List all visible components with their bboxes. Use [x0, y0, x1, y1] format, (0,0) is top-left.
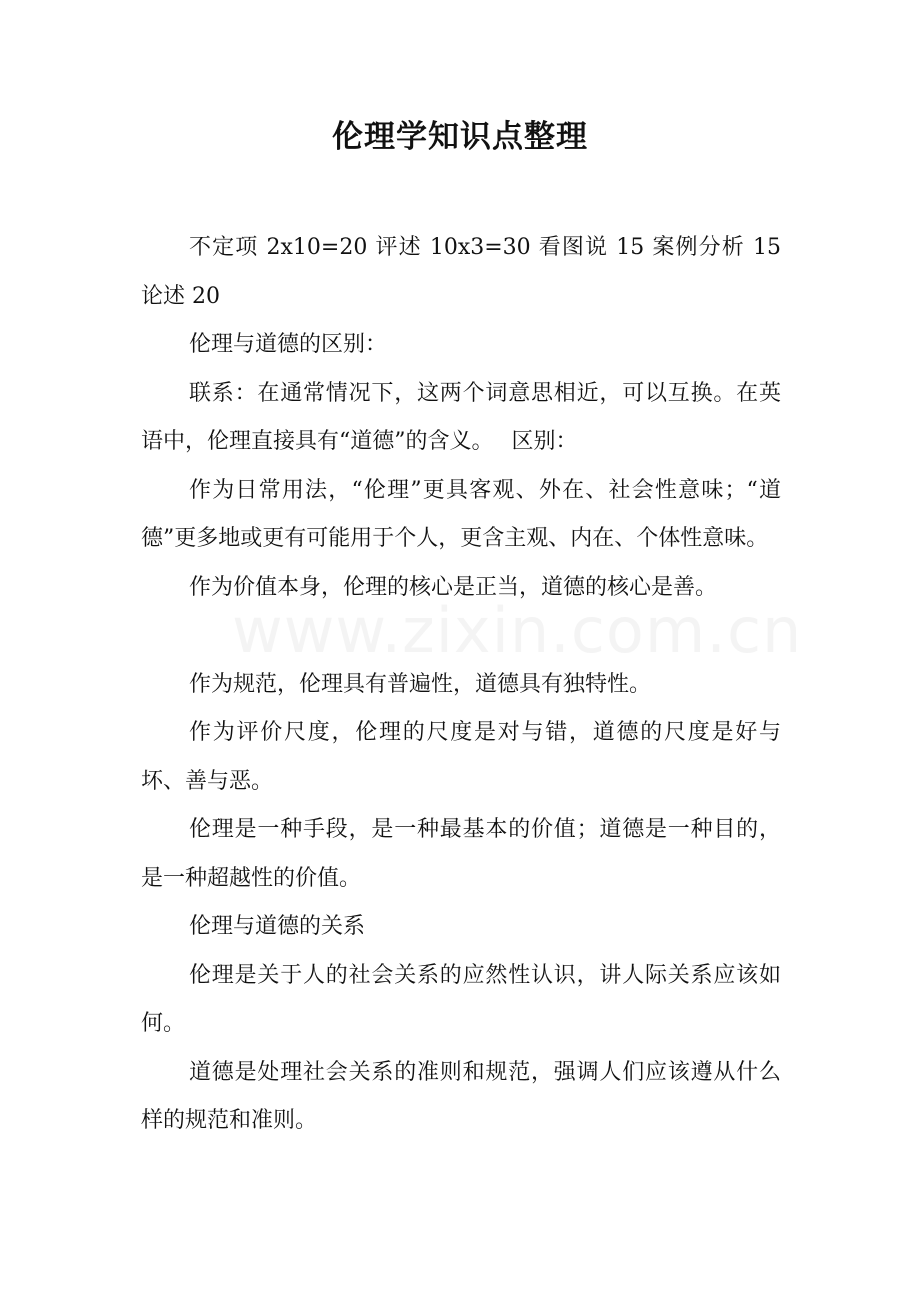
paragraph-connection: 联系：在通常情况下，这两个词意思相近，可以互换。在英语中，伦理直接具有“道德”的含义。 区别： [141, 380, 781, 454]
paragraph-heading-difference: 伦理与道德的区别： [189, 332, 388, 357]
document-body [141, 224, 803, 1146]
paragraph-exam-format: 不定项 2x10=20 评述 10x3=30 看图说 15 案例分析 15 论述 20 [141, 235, 781, 309]
paragraph-means-and-end: 伦理是一种手段，是一种最基本的价值；道德是一种目的，是一种超越性的价值。 [141, 817, 781, 891]
watermark: www.zixin.com.cn [232, 594, 803, 667]
paragraph-evaluation-scale: 作为评价尺度，伦理的尺度是对与错，道德的尺度是好与坏、善与恶。 [141, 720, 781, 794]
paragraph-norm: 作为规范，伦理具有普遍性，道德具有独特性。 [189, 671, 652, 697]
paragraph-daily-usage: 作为日常用法，“伦理”更具客观、外在、社会性意味；“道德”更多地或更有可能用于个人，更含主观、内在、个体性意味。 [141, 477, 781, 551]
paragraph-morality-definition: 道德是处理社会关系的准则和规范，强调人们应该遵从什么样的规范和准则。 [141, 1059, 781, 1133]
paragraph-ethics-definition: 伦理是关于人的社会关系的应然性认识，讲人际关系应该如何。 [141, 962, 781, 1036]
paragraph-heading-relationship: 伦理与道德的关系 [189, 914, 366, 939]
paragraph-value-core: 作为价值本身，伦理的核心是正当，道德的核心是善。 [189, 574, 718, 600]
page-title: 伦理学知识点整理 [332, 119, 588, 155]
